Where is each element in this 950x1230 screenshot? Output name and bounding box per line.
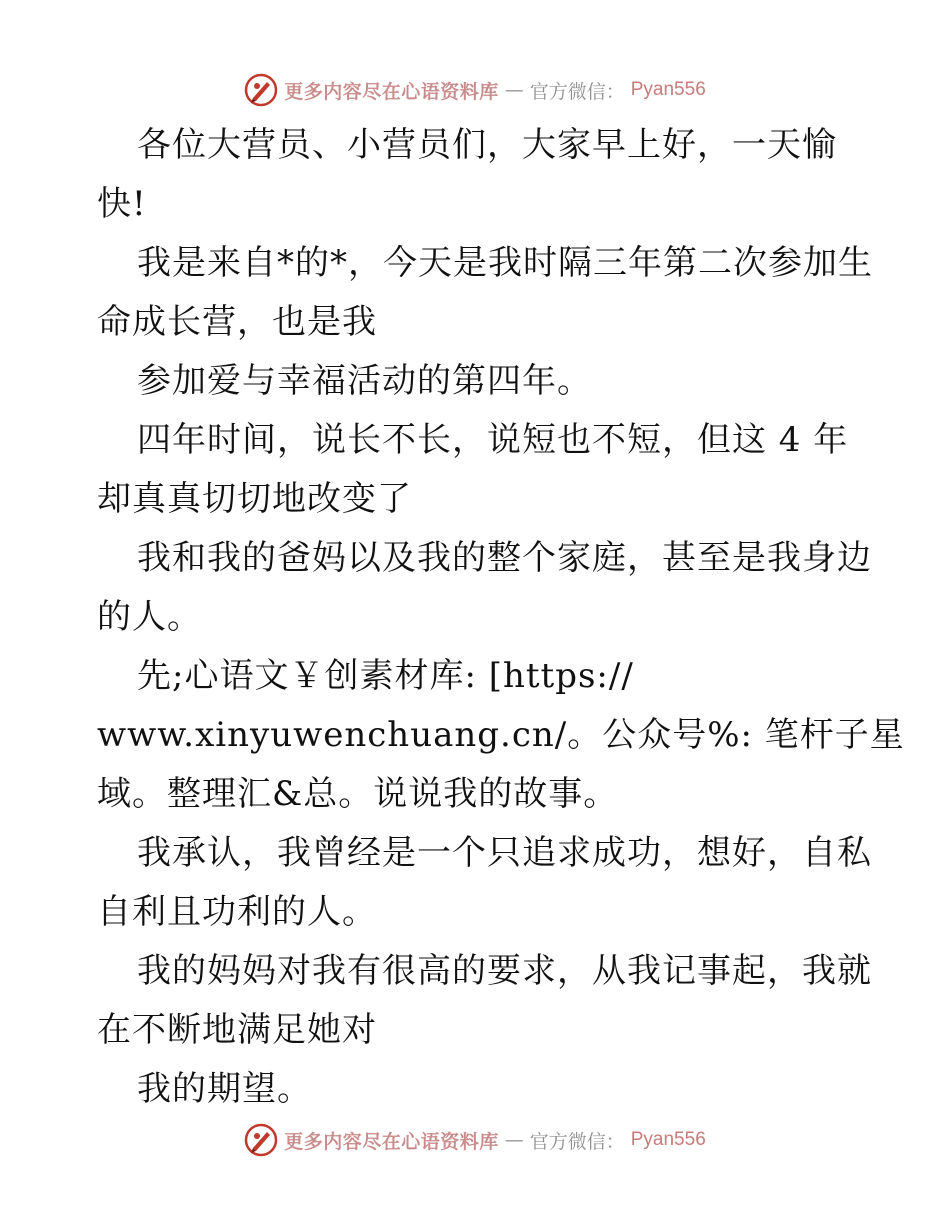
text-line: 我的期望。 — [137, 1069, 312, 1109]
text-line: 我和我的爸妈以及我的整个家庭，甚至是我身边 — [137, 538, 872, 578]
text-line: 的人。 — [97, 597, 202, 637]
header-watermark — [0, 70, 950, 110]
footer-wechat-id: Pyan556 — [630, 1129, 706, 1150]
text-line: 在不断地满足她对 — [97, 1010, 377, 1050]
header-brand-text: 更多内容尽在心语资料库 — [284, 80, 499, 103]
text-line: 我是来自*的*，今天是我时隔三年第二次参加生 — [137, 243, 873, 283]
text-line: 我的妈妈对我有很高的要求，从我记事起，我就 — [137, 951, 872, 991]
text-line: 各位大营员、小营员们，大家早上好，一天愉 — [137, 125, 837, 165]
text-line: 域。整理汇&总。说说我的故事。 — [97, 774, 619, 814]
pen-logo-icon — [244, 73, 278, 107]
text-line: 我承认，我曾经是一个只追求成功，想好，自私 — [137, 833, 872, 873]
document-body — [97, 116, 905, 1119]
footer-wechat-label: 官方微信： — [529, 1130, 625, 1153]
footer-watermark — [0, 1120, 950, 1160]
text-line: 自利且功利的人。 — [97, 892, 377, 932]
text-line: www.xinyuwenchuang.cn/。公众号%: 笔杆子星 — [97, 715, 905, 755]
text-line: 先;心语文￥创素材库: [https:// — [137, 656, 634, 696]
text-line: 命成长营，也是我 — [97, 302, 377, 342]
text-line: 快! — [97, 184, 147, 224]
pen-logo-icon — [244, 1123, 278, 1157]
footer-brand-text: 更多内容尽在心语资料库 — [284, 1130, 499, 1153]
text-line: 参加爱与幸福活动的第四年。 — [137, 361, 592, 401]
text-line: 四年时间，说长不长，说短也不短，但这 4 年 — [137, 420, 849, 460]
header-dash: — — [504, 79, 524, 101]
text-line: 却真真切切地改变了 — [97, 479, 412, 519]
footer-dash: — — [504, 1129, 524, 1151]
header-wechat-label: 官方微信： — [529, 80, 625, 103]
header-wechat-id: Pyan556 — [630, 79, 706, 100]
